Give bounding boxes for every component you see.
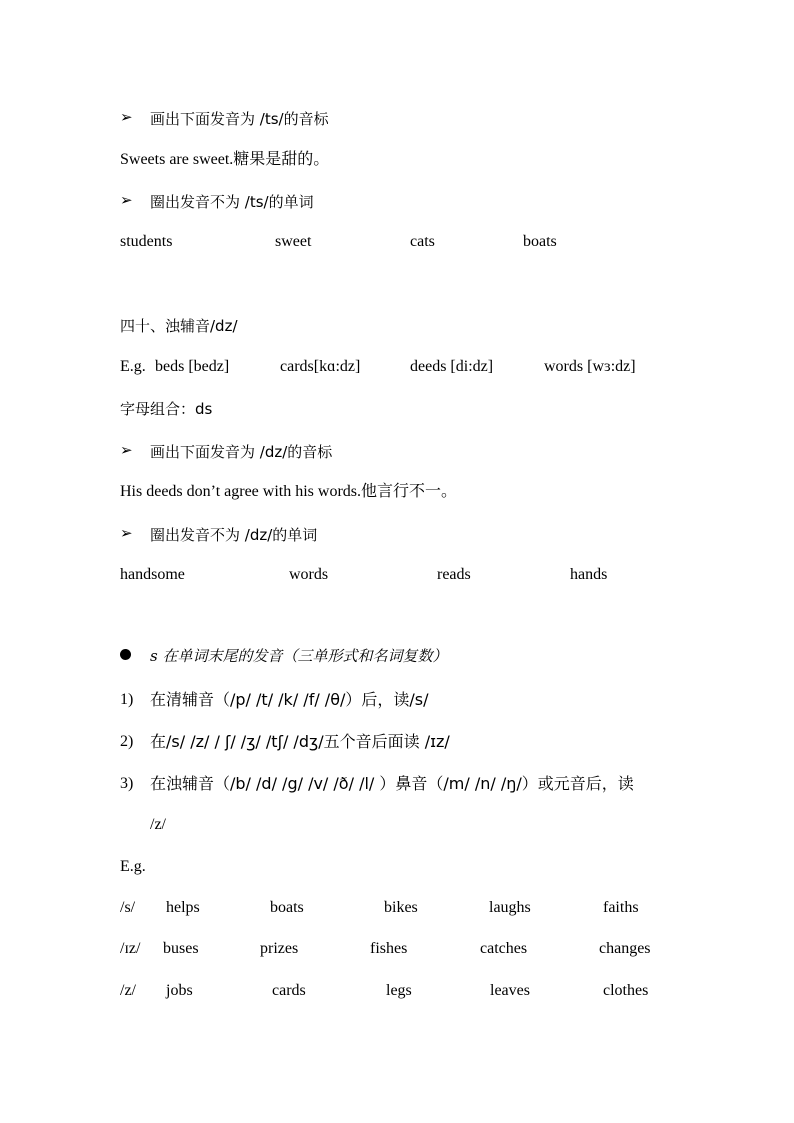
dz-example: deeds [di:dz] [410,358,494,375]
arrow-bullet-icon: ➢ [120,524,133,542]
rule-number: 1) [120,691,134,708]
arrow-bullet-icon: ➢ [120,191,133,209]
row-word: fishes [370,940,408,957]
arrow-bullet-icon: ➢ [120,441,133,459]
dz-word: words [289,566,329,583]
ts-word: cats [410,233,435,250]
dz-word: hands [570,566,608,583]
row-word: helps [166,899,200,916]
row-word: buses [163,940,199,957]
row-word: boats [270,899,304,916]
dz-word: reads [437,566,471,583]
rule-text: 在/s/ /z/ / ʃ/ /ʒ/ /tʃ/ /dʒ/五个音后面读 /ɪz/ [150,732,450,751]
row-word: cards [272,982,306,999]
ts-word: sweet [275,233,312,250]
row-word: laughs [489,899,531,916]
dz-example-sentence: His deeds don’t agree with his words.他言行不一。 [120,483,458,500]
row-word: changes [599,940,651,957]
row-sound: /ɪz/ [120,940,141,957]
row-word: prizes [260,940,299,957]
row-word: clothes [603,982,649,999]
ts-example-sentence: Sweets are sweet.糖果是甜的。 [120,151,330,168]
rule-text: 在浊辅音（/b/ /d/ /g/ /v/ /ð/ /l/ ）鼻音（/m/ /n/ /ŋ/）或元音后，读 [150,774,634,793]
arrow-bullet-icon: ➢ [120,108,133,126]
row-word: leaves [490,982,530,999]
rule-text-continued: /z/ [150,816,166,833]
rule-number: 2) [120,733,134,750]
rule-text: 在清辅音（/p/ /t/ /k/ /f/ /θ/）后，读/s/ [150,690,429,709]
bullet-dot-icon [120,649,131,660]
row-word: faiths [603,899,639,916]
dz-heading: 四十、浊辅音/dz/ [120,317,238,335]
dz-letters: 字母组合：ds [120,400,213,418]
row-word: jobs [166,982,193,999]
row-word: catches [480,940,528,957]
odd-dz-title: 圈出发音不为 /dz/的单词 [150,526,318,544]
row-word: bikes [384,899,418,916]
circle-ts-title: 画出下面发音为 /ts/的音标 [150,110,329,128]
dz-example: cards[kɑ:dz] [280,358,361,375]
s-eg-label: E.g. [120,858,146,875]
circle-dz-title: 画出下面发音为 /dz/的音标 [150,443,333,461]
s-ending-title: s 在单词末尾的发音（三单形式和名词复数） [150,647,448,665]
dz-example: beds [bedz] [155,358,230,375]
row-word: legs [386,982,412,999]
row-sound: /s/ [120,899,136,916]
row-sound: /z/ [120,982,136,999]
ts-word: students [120,233,173,250]
ts-word: boats [523,233,557,250]
dz-eg-label: E.g. [120,358,146,375]
rule-number: 3) [120,775,134,792]
odd-ts-title: 圈出发音不为 /ts/的单词 [150,193,314,211]
dz-word: handsome [120,566,185,583]
dz-example: words [wɜ:dz] [544,358,636,375]
